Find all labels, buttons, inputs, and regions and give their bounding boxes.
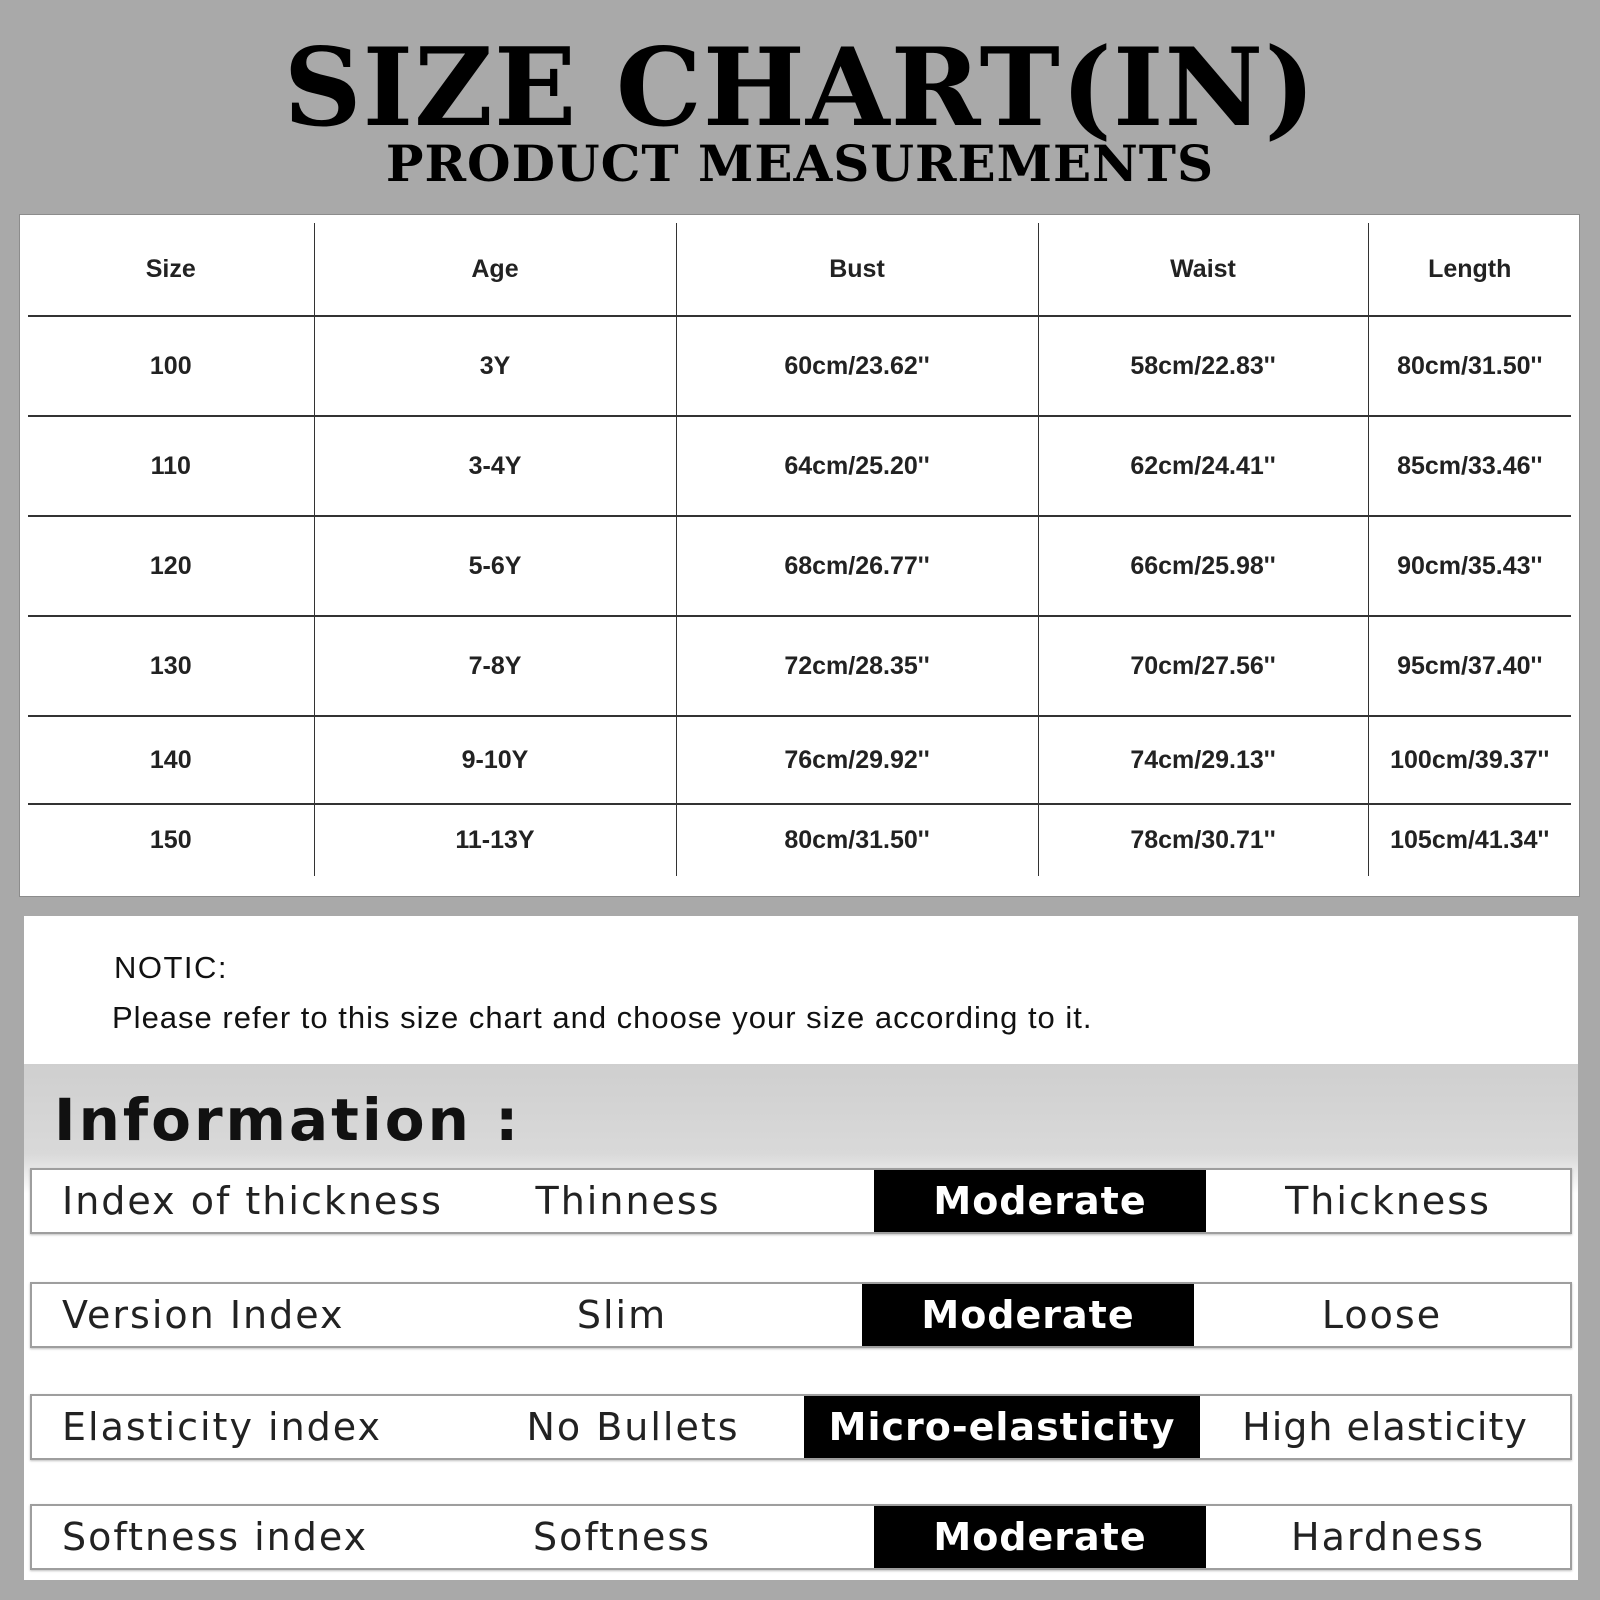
column-header-age: Age [314, 223, 676, 316]
column-header-bust: Bust [676, 223, 1038, 316]
cell-bust: 80cm/31.50'' [676, 804, 1038, 876]
cell-length: 105cm/41.34'' [1368, 804, 1571, 876]
cell-waist: 70cm/27.56'' [1038, 616, 1368, 716]
page-subtitle: PRODUCT MEASUREMENTS [385, 134, 1215, 193]
table-row [28, 316, 1571, 416]
table-row [28, 416, 1571, 516]
info-option: Thinness [535, 1179, 721, 1223]
cell-size: 140 [149, 745, 192, 774]
cell-size: 100 [149, 351, 192, 380]
info-option-selected: Moderate [874, 1170, 1206, 1232]
notice-panel [24, 916, 1578, 1064]
table-row [28, 616, 1571, 716]
info-row-version [30, 1282, 1572, 1348]
cell-age: 11-13Y [314, 804, 676, 876]
cell-length: 95cm/37.40'' [1368, 616, 1571, 716]
table-row [28, 516, 1571, 616]
information-panel [24, 1064, 1578, 1580]
cell-bust: 60cm/23.62'' [676, 316, 1038, 416]
cell-length: 85cm/33.46'' [1368, 416, 1571, 516]
size-table-card [19, 214, 1580, 897]
cell-age: 5-6Y [314, 516, 676, 616]
page-title: SIZE CHART(IN) [283, 25, 1317, 151]
cell-age: 9-10Y [314, 716, 676, 804]
cell-length: 80cm/31.50'' [1368, 316, 1571, 416]
info-row-softness [30, 1504, 1572, 1570]
column-header-size: Size [145, 254, 196, 283]
info-option: Slim [576, 1293, 668, 1337]
cell-bust: 76cm/29.92'' [676, 716, 1038, 804]
cell-age: 7-8Y [314, 616, 676, 716]
cell-waist: 74cm/29.13'' [1038, 716, 1368, 804]
table-row [28, 716, 1571, 804]
table-header-row [28, 223, 1571, 316]
info-row-label: Softness index [62, 1515, 369, 1559]
table-row [28, 804, 1571, 876]
info-row-label: Index of thickness [62, 1179, 443, 1223]
cell-size: 130 [149, 651, 192, 680]
column-header-waist: Waist [1038, 223, 1368, 316]
cell-size: 110 [150, 451, 191, 480]
cell-bust: 72cm/28.35'' [676, 616, 1038, 716]
info-option: Hardness [1291, 1515, 1485, 1559]
info-row-thickness [30, 1168, 1572, 1234]
information-title: Information : [54, 1086, 522, 1154]
info-option-selected: Moderate [862, 1284, 1194, 1346]
info-row-label: Version Index [62, 1293, 345, 1337]
notice-heading: NOTIC: [114, 950, 229, 985]
info-option: Softness [532, 1515, 712, 1559]
info-option: No Bullets [526, 1405, 740, 1449]
info-option: High elasticity [1242, 1405, 1528, 1449]
info-option: Thickness [1285, 1179, 1491, 1223]
info-option-selected: Micro-elasticity [804, 1396, 1200, 1458]
cell-waist: 62cm/24.41'' [1038, 416, 1368, 516]
cell-size: 120 [149, 551, 192, 580]
cell-bust: 68cm/26.77'' [676, 516, 1038, 616]
info-option-selected: Moderate [874, 1506, 1206, 1568]
cell-bust: 64cm/25.20'' [676, 416, 1038, 516]
cell-waist: 78cm/30.71'' [1038, 804, 1368, 876]
info-option: Loose [1321, 1293, 1443, 1337]
cell-waist: 66cm/25.98'' [1038, 516, 1368, 616]
info-row-label: Elasticity index [62, 1405, 382, 1449]
cell-length: 90cm/35.43'' [1368, 516, 1571, 616]
cell-size: 150 [149, 826, 192, 854]
cell-age: 3-4Y [314, 416, 676, 516]
column-header-length: Length [1368, 223, 1571, 316]
notice-text: Please refer to this size chart and choose your size according to it. [112, 1000, 1093, 1035]
info-row-elasticity [30, 1394, 1572, 1460]
size-table [28, 223, 1571, 876]
cell-age: 3Y [314, 316, 676, 416]
cell-waist: 58cm/22.83'' [1038, 316, 1368, 416]
cell-length: 100cm/39.37'' [1368, 716, 1571, 804]
